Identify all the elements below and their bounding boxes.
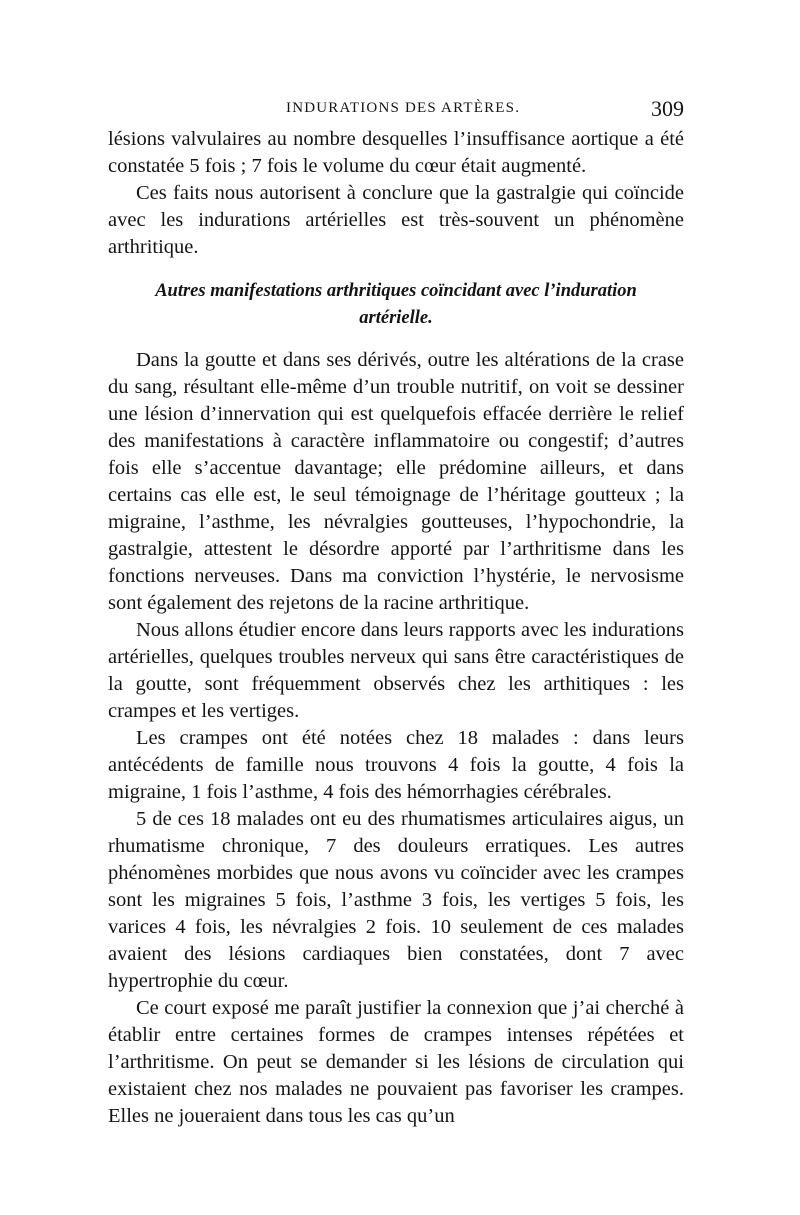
page-number: 309 [651,96,684,121]
paragraph: Ce court exposé me paraît justifier la connexion que j’ai cherché à établir entre certaines formes de crampes intenses répétées et l’arthritisme. On peut se demander si les lésions de circulation qui existaient chez nos malades ne pouvaient pas favoriser les crampes. Elles ne joueraient dans tous les cas qu’un [108,997,684,1127]
paragraph: Ces faits nous autorisent à conclure que la gastralgie qui coïncide avec les indurations artérielles est très-souvent un phénomène arthritique. [108,182,684,258]
paragraph: 5 de ces 18 malades ont eu des rhumatismes articulaires aigus, un rhumatisme chronique, 7 des douleurs erratiques. Les autres phénomènes morbides que nous avons vu coïncider avec les crampes sont les migraines 5 fois, l’asthme 3 fois, les vertiges 5 fois, les varices 4 fois, les névralgies 2 fois. 10 seulement de ces malades avaient des lésions cardiaques bien constatées, dont 7 avec hypertrophie du cœur. [108,808,684,992]
paragraph: Dans la goutte et dans ses dérivés, outre les altérations de la crase du sang, résultant elle-même d’un trouble nutritif, on voit se dessiner une lésion d’innervation qui est quelquefois effacée derrière le relief des manifestations à caractère inflammatoire ou congestif; d’autres fois elle s’accentue davantage; elle prédomine ailleurs, et dans certains cas elle est, le seul témoignage de l’héritage goutteux ; la migraine, l’asthme, les névralgies goutteuses, l’hypochondrie, la gastralgie, attestent le désordre apporté par l’arthritisme dans les fonctions nerveuses. Dans ma conviction l’hystérie, le nervosisme sont également des rejetons de la racine arthritique. [108,349,684,614]
page-body [108,126,684,1130]
paragraph-continuation: lésions valvulaires au nombre desquelles l’insuffisance aortique a été constatée 5 fois ; 7 fois le volume du cœur était augmenté. [108,128,684,177]
running-head [108,96,684,126]
paragraph: Les crampes ont été notées chez 18 malades : dans leurs antécédents de famille nous trouvons 4 fois la goutte, 4 fois la migraine, 1 fois l’asthme, 4 fois des hémorrhagies cérébrales. [108,727,684,803]
running-title: INDURATIONS DES ARTÈRES. [286,100,521,116]
paragraph: Nous allons étudier encore dans leurs rapports avec les indurations artérielles, quelques troubles nerveux qui sans être caractéristiques de la goutte, sont fréquemment observés chez les arthitiques : les crampes et les vertiges. [108,619,684,722]
section-heading: Autres manifestations arthritiques coïncidant avec l’induration artérielle. [155,281,637,328]
